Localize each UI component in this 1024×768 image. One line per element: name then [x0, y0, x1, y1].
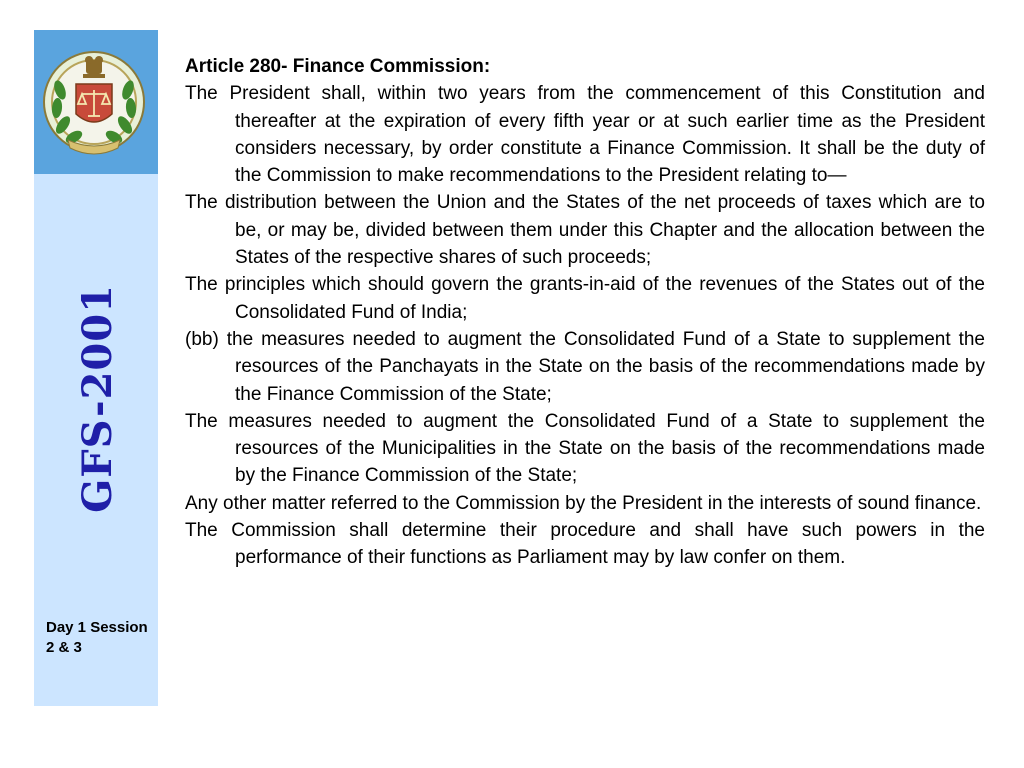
- article-paragraph: The measures needed to augment the Consolidated Fund of a State to supplement the resources of the Municipalities in the State on the basis of the recommendations made by the Finance Commission of the State;: [185, 410, 985, 487]
- sidebar: [34, 30, 158, 706]
- session-label: Day 1 Session 2 & 3: [46, 619, 148, 656]
- article-paragraph: The distribution between the Union and the States of the net proceeds of taxes which are to be, or may be, divided between them under this Chapter and the allocation between the States of the respective shares of such proceeds;: [185, 192, 985, 269]
- article-paragraph: The President shall, within two years from the commencement of this Constitution and thereafter at the expiration of every fifth year or at such earlier time as the President considers necessary, by order constitute a Finance Commission. It shall be the duty of the Commission to make recommendations to the President relating to—: [185, 83, 985, 187]
- brand-title: [75, 276, 119, 520]
- article-paragraph: The principles which should govern the grants-in-aid of the revenues of the States out of the Consolidated Fund of India;: [185, 274, 985, 323]
- article-paragraph: (bb) the measures needed to augment the Consolidated Fund of a State to supplement the resources of the Panchayats in the State on the basis of the recommendations made by the Finance Commission of the State;: [185, 328, 985, 405]
- article-content: [185, 53, 985, 572]
- article-paragraph: The Commission shall determine their procedure and shall have such powers in the performance of their functions as Parliament may by law confer on them.: [185, 520, 985, 569]
- article-paragraph: Any other matter referred to the Commission by the President in the interests of sound finance.: [185, 492, 982, 514]
- emblem-seal-icon: [34, 30, 158, 174]
- article-heading: Article 280- Finance Commission:: [185, 56, 491, 77]
- brand-title-text: GFS-2001: [73, 283, 121, 513]
